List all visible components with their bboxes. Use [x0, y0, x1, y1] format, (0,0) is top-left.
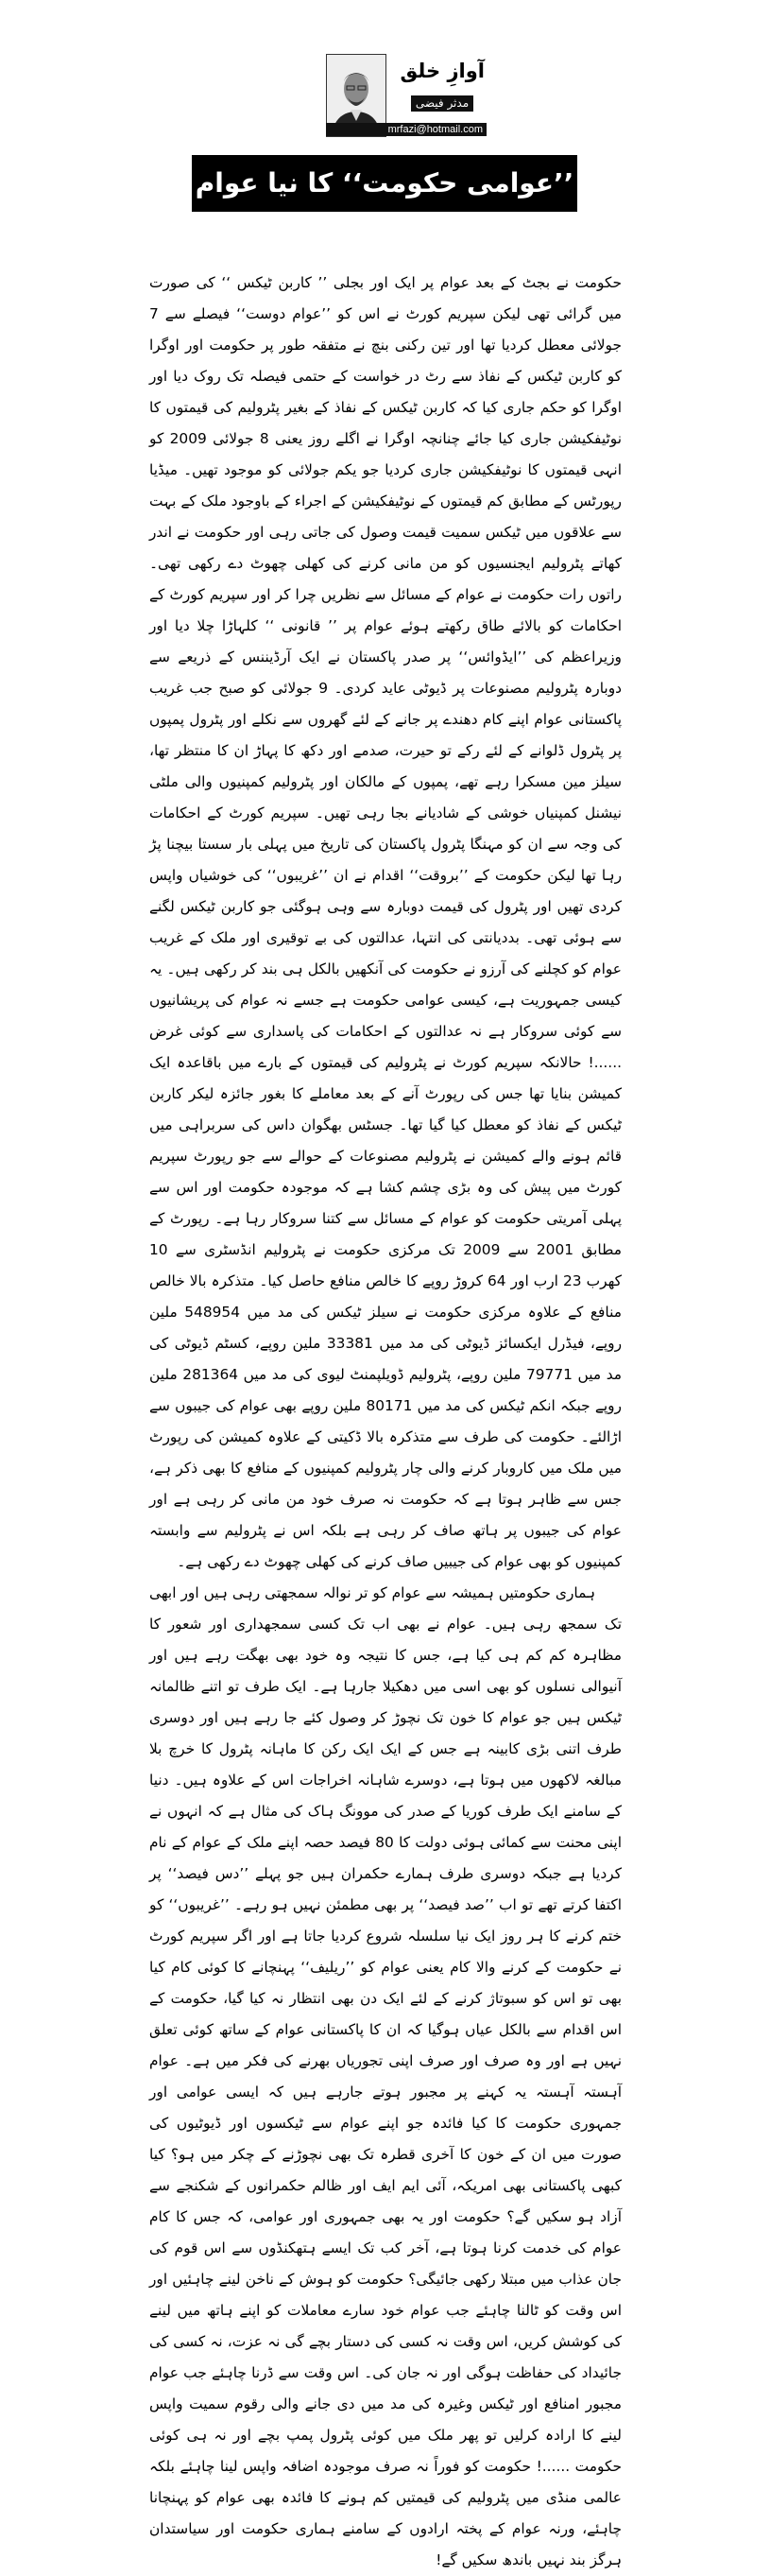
author-name: مدثر فیضی	[411, 95, 473, 112]
author-email: mrfazi@hotmail.com	[326, 123, 487, 136]
article-paragraph: ہماری حکومتیں ہمیشہ سے عوام کو تر نوالہ سمجھتی رہی ہیں اور ابھی تک سمجھ رہی ہیں۔ عوام نے بھی اب تک کسی سمجھداری اور شعور کا مظاہرہ کم کم ہی کیا ہے، جس کا نتیجہ وہ خود بھی بھگت رہے ہیں اور آنیوالی نسلوں کو بھی اسی میں دھکیلا جارہا ہے۔ ایک طرف تو اتنے ظالمانہ ٹیکس ہیں جو عوام کا خون تک نچوڑ کر وصول کئے جا رہے ہیں اور دوسری طرف اتنی بڑی کابینہ ہے جس کے ایک ایک رکن کا ماہانہ پٹرول کا خرچ بلا مبالغہ لاکھوں میں ہوتا ہے، دوسرے شاہانہ اخراجات اس کے علاوہ ہیں۔ دنیا کے سامنے ایک طرف کوریا کے صدر کی موونگ ہاک کی مثال ہے کہ انہوں نے اپنی محنت سے کمائی ہوئی دولت کا 80 فیصد حصہ اپنے ملک کے عوام کے نام کردیا ہے جبکہ دوسری طرف ہمارے حکمران ہیں جو پہلے ’’دس فیصد‘‘ پر اکتفا کرتے تھے تو اب ’’صد فیصد‘‘ پر بھی مطمئن نہیں ہو رہے۔ ’’غریبوں‘‘ کو ختم کرنے کا ہر روز ایک نیا سلسلہ شروع کردیا جاتا ہے اور اگر سپریم کورٹ نے حکومت کے کرنے والا کام یعنی عوام کو ’’ریلیف‘‘ پہنچانے کا کوئی کام کیا بھی تو اس کو سبوتاژ کرنے کے لئے ایک دن بھی انتظار نہ کیا گیا، حکومت کے اس اقدام سے بالکل عیاں ہوگیا کہ ان کا پاکستانی عوام کے ساتھ کوئی تعلق نہیں ہے اور وہ صرف اور صرف اپنی تجوریاں بھرنے کی فکر میں ہے۔ عوام آہستہ آہستہ یہ کہنے پر مجبور ہوتے جارہے ہیں کہ ایسی عوامی اور جمہوری حکومت کا کیا فائدہ جو اپنے عوام سے ٹیکسوں اور ڈیوٹیوں کی صورت میں ان کے خون کا آخری قطرہ تک بھی نچوڑنے کے چکر میں ہو؟ کیا کبھی پاکستانی بھی امریکہ، آئی ایم ایف اور ظالم حکمرانوں کے شکنجے سے آزاد ہو سکیں گے؟ حکومت اور یہ بھی جمہوری اور عوامی، کہ جس کا کام عوام کی خدمت کرنا ہوتا ہے، آخر کب تک ایسے ہتھکنڈوں سے اس قوم کی جان عذاب میں مبتلا رکھی جائیگی؟ حکومت کو ہوش کے ناخن لینے چاہئیں اور اس وقت کو ٹالنا چاہئے جب عوام خود سارے معاملات کو اپنے ہاتھ میں لینے کی کوشش کریں، اس وقت نہ کسی کی دستار بچے گی نہ عزت، نہ کسی کی جائیداد کی حفاظت ہوگی اور نہ جان کی۔ اس وقت سے ڈرنا چاہئے جب عوام مجبور امنافع اور ٹیکس وغیرہ کی مد میں دی جانے والی رقوم سمیت واپس لینے کا ارادہ کرلیں تو پھر ملک میں کوئی پٹرول پمپ بچے اور نہ ہی کوئی حکومت ......! حکومت کو فوراً نہ صرف موجودہ اضافہ واپس لینا چاہئے بلکہ عالمی منڈی میں پٹرولیم کی قیمتیں کم ہونے کا فائدہ بھی عوام کو پہنچانا چاہئے، ورنہ عوام کے پختہ ارادوں کے سامنے ہماری حکومت اور سیاستدان ہرگز بند نہیں باندھ سکیں گے!	[149, 1584, 622, 2568]
headline: ’’عوامی حکومت‘‘ کا نیا عوام کُش اقدام!	[192, 155, 577, 212]
column-name: آوازِ خلق	[400, 60, 485, 82]
column-header	[326, 54, 485, 139]
article-body	[149, 268, 623, 2568]
article-paragraph: حکومت نے بجٹ کے بعد عوام پر ایک اور بجلی ’’ کاربن ٹیکس ‘‘ کی صورت میں گرائی تھی لیکن سپریم کورٹ نے اس کو ’’عوام دوست‘‘ فیصلے سے 7 جولائی معطل کردیا تھا اور تین رکنی بنچ نے متفقہ طور پر حکومت اور اوگرا کو کاربن ٹیکس کے نفاذ سے رٹ در خواست کے حتمی فیصلہ تک روک دیا اور اوگرا کو حکم جاری کیا کہ کاربن ٹیکس کے نفاذ کے بغیر پٹرولیم کی قیمتوں کا نوٹیفکیشن جاری کیا جائے چنانچہ اوگرا نے اگلے روز یعنی 8 جولائی 2009 کو انہی قیمتوں کا نوٹیفکیشن جاری کردیا جو یکم جولائی کو موجود تھیں۔ میڈیا رپورٹس کے مطابق کم قیمتوں کے نوٹیفکیشن کے اجراء کے باوجود ملک کے بہت سے علاقوں میں ٹیکس سمیت قیمت وصول کی جاتی رہی اور حکومت نے اندر کھاتے پٹرولیم ایجنسیوں کو من مانی کرنے کی کھلی چھوٹ دے رکھی تھی۔ راتوں رات حکومت نے عوام کے مسائل سے نظریں چرا کر اور سپریم کورٹ کے احکامات کو بالائے طاق رکھتے ہوئے عوام پر ’’ قانونی ‘‘ کلہاڑا چلا دیا اور وزیراعظم کی ’’ایڈوائس‘‘ پر صدر پاکستان نے ایک آرڈیننس کے ذریعے سے دوبارہ پٹرولیم مصنوعات پر ڈیوٹی عاید کردی۔ 9 جولائی کو صبح جب غریب پاکستانی عوام اپنے کام دھندے پر جانے کے لئے گھروں سے نکلے اور پٹرول پمپوں پر پٹرول ڈلوانے کے لئے رکے تو حیرت، صدمے اور دکھ کا پہاڑ ان کا منتظر تھا، سیلز مین مسکرا رہے تھے، پمپوں کے مالکان اور پٹرولیم کمپنیوں والی ملٹی نیشنل کمپنیاں خوشی کے شادیانے بجا رہی تھیں۔ سپریم کورٹ کے احکامات کی وجہ سے ان کو مہنگا پٹرول پاکستان کی تاریخ میں پہلی بار سستا بیچنا پڑ رہا تھا لیکن حکومت کے ’’بروقت‘‘ اقدام نے ان ’’غریبوں‘‘ کی خوشیاں واپس کردی تھیں اور پٹرول کی قیمت دوبارہ سے وہی ہوگئی جو کاربن ٹیکس لگنے سے ہوئی تھی۔ بددیانتی کی انتہا، عدالتوں کی بے توقیری اور ملک کے غریب عوام کو کچلنے کی آرزو نے حکومت کی آنکھیں بالکل ہی بند کر رکھی ہیں۔ یہ کیسی جمہوریت ہے، کیسی عوامی حکومت ہے جسے نہ عوام کی پریشانیوں سے کوئی سروکار ہے نہ عدالتوں کے احکامات کی پاسداری سے کوئی غرض ......! حالانکہ سپریم کورٹ نے پٹرولیم کی قیمتوں کے بارے میں باقاعدہ ایک کمیشن بنایا تھا جس کی رپورٹ آنے کے بعد معاملے کا بغور جائزہ لیکر کاربن ٹیکس کے نفاذ کو معطل کیا گیا تھا۔ جسٹس بھگوان داس کی سربراہی میں قائم ہونے والے کمیشن نے پٹرولیم مصنوعات کے حوالے سے جو رپورٹ سپریم کورٹ میں پیش کی وہ بڑی چشم کشا ہے کہ موجودہ حکومت اور اس سے پہلی آمریتی حکومت کو عوام کے مسائل سے کتنا سروکار رہا ہے۔ رپورٹ کے مطابق 2001 سے 2009 تک مرکزی حکومت نے پٹرولیم انڈسٹری سے 10 کھرب 23 ارب اور 64 کروڑ روپے کا خالص منافع حاصل کیا۔ متذکرہ بالا خالص منافع کے علاوہ مرکزی حکومت نے سیلز ٹیکس کی مد میں 548954 ملین روپے، فیڈرل ایکسائز ڈیوٹی کی مد میں 33381 ملین روپے، کسٹم ڈیوٹی کی مد میں 79771 ملین روپے، پٹرولیم ڈویلپمنٹ لیوی کی مد میں 281364 ملین روپے جبکہ انکم ٹیکس کی مد میں 80171 ملین روپے بھی عوام کی جیبوں سے اڑالئے۔ حکومت کی طرف سے متذکرہ بالا ڈکیتی کے علاوہ کمیشن کی رپورٹ میں ملک میں کاروبار کرنے والی چار پٹرولیم کمپنیوں کے منافع کا بھی ذکر ہے، جس سے ظاہر ہوتا ہے کہ حکومت نہ صرف خود من مانی کر رہی ہے اور عوام کی جیبوں پر ہاتھ صاف کر رہی ہے بلکہ اس نے پٹرولیم سے وابستہ کمپنیوں کو بھی عوام کی جیبیں صاف کرنے کی کھلی چھوٹ دے رکھی ہے۔	[149, 274, 623, 1570]
